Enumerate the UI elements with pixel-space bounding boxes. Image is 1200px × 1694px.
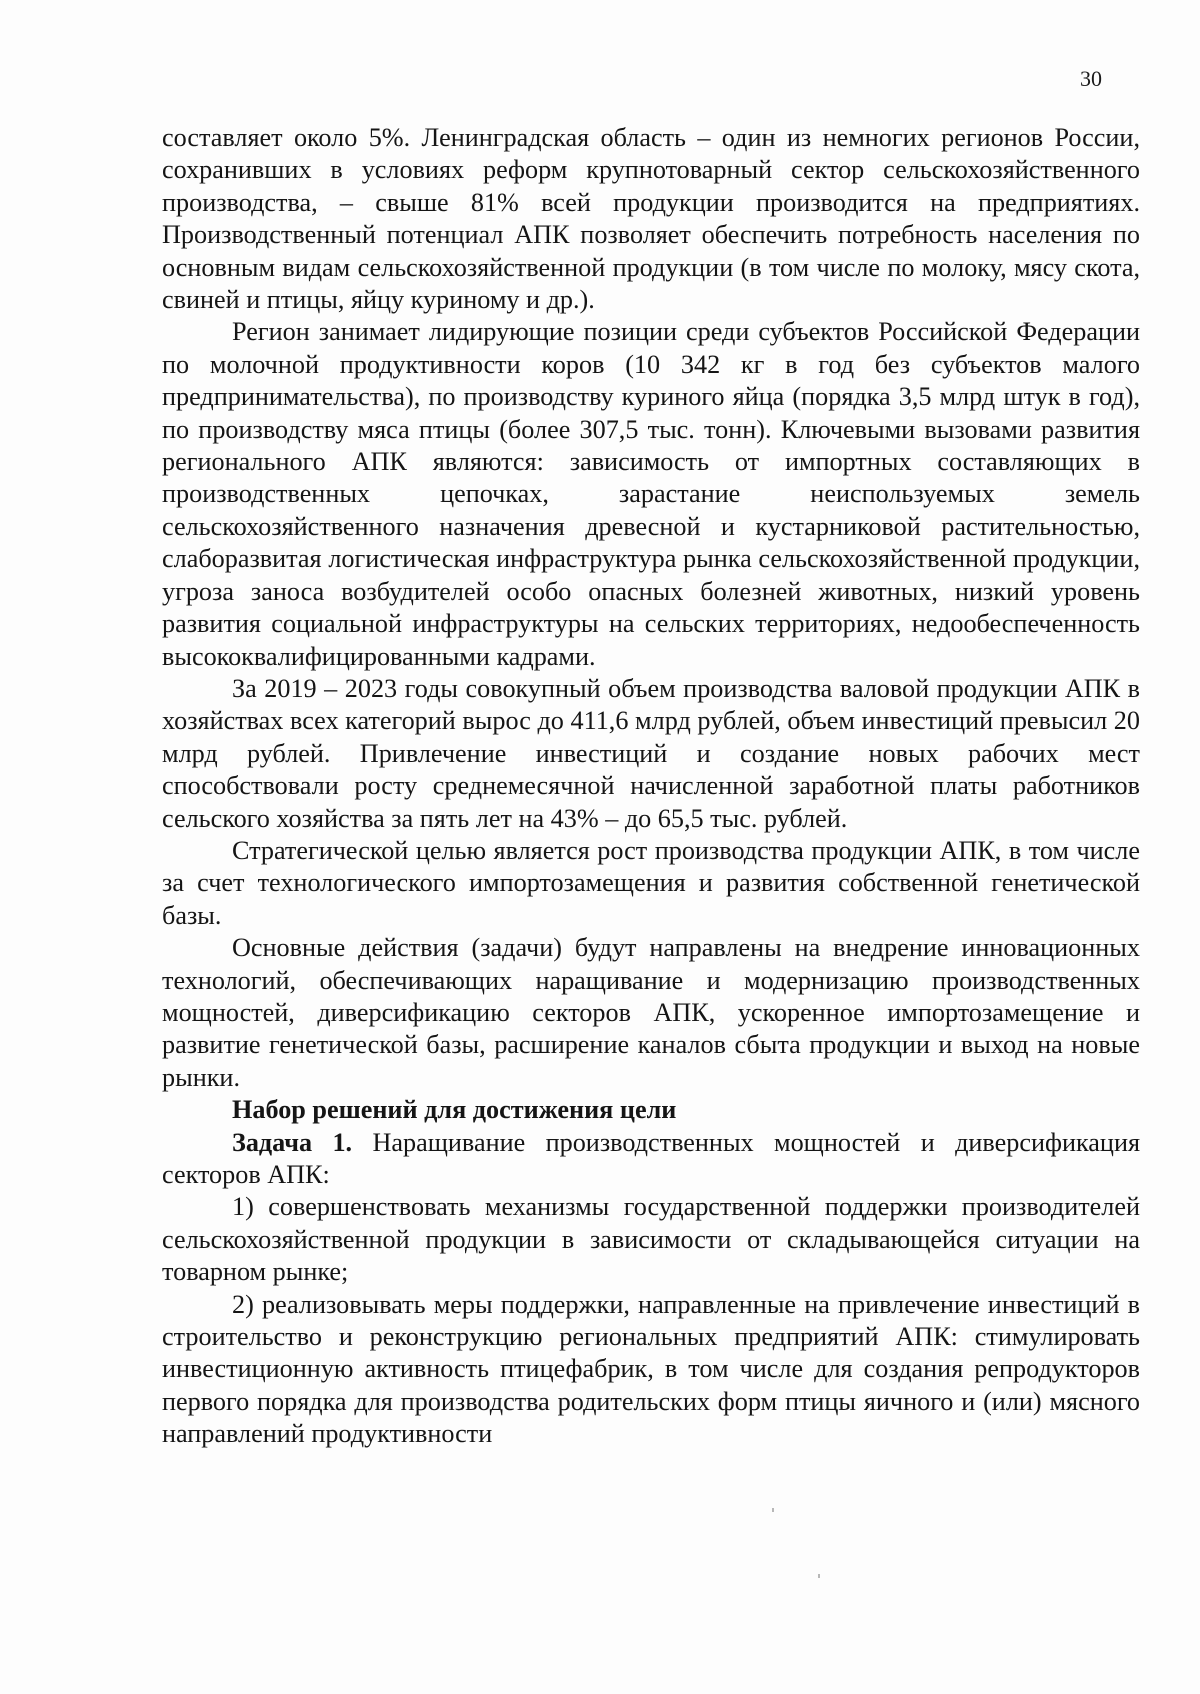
task-1-text: Наращивание производственных мощностей и диверсификация секторов АПК: <box>162 1127 1140 1189</box>
paragraph-strategic-goal: Стратегической целью является рост производства продукции АПК, в том числе за счет технологического импортозамещения и развития собственной генетической базы. <box>162 835 1140 930</box>
section-heading: Набор решений для достижения цели <box>232 1095 677 1125</box>
task-1-paragraph <box>162 1127 1140 1192</box>
task-1-label: Задача 1. <box>232 1127 353 1157</box>
document-body <box>162 122 1140 1451</box>
page-number: 30 <box>1080 66 1102 91</box>
paragraph-continuation: составляет около 5%. Ленинградская область – один из немногих регионов России, сохранивших в условиях реформ крупнотоварный сектор сельскохозяйственного производства, – свыше 81% всей продукции производится на предприятиях. Производственный потенциал АПК позволяет обеспечить потребность населения по основным видам сельскохозяйственной продукции (в том числе по молоку, мясу скота, свиней и птицы, яйцу куриному и др.). <box>162 123 1140 315</box>
paragraph-region-positions: Регион занимает лидирующие позиции среди субъектов Российской Федерации по молочной продуктивности коров (10 342 кг в год без субъектов малого предпринимательства), по производству куриного яйца (порядка 3,5 млрд штук в год), по производству мяса птицы (более 307,5 тыс. тонн). Ключевыми вызовами развития регионального АПК являются: зависимость от импортных составляющих в производственных цепочках, зарастание неиспользуемых земель сельскохозяйственного назначения древесной и кустарниковой растительностью, слаборазвитая логистическая инфраструктура рынка сельскохозяйственной продукции, угроза заноса возбудителей особо опасных болезней животных, низкий уровень развития социальной инфраструктуры на сельских территориях, недообеспеченность высококвалифицированными кадрами. <box>162 317 1140 671</box>
list-item-1: 1) совершенствовать механизмы государственной поддержки производителей сельскохозяйственной продукции в зависимости от складывающейся ситуации на товарном рынке; <box>162 1192 1140 1287</box>
paragraph-main-actions: Основные действия (задачи) будут направлены на внедрение инновационных технологий, обеспечивающих наращивание и модернизацию производственных мощностей, диверсификацию секторов АПК, ускоренное импортозамещение и развитие генетической базы, расширение каналов сбыта продукции и выход на новые рынки. <box>162 933 1140 1092</box>
list-item-2: 2) реализовывать меры поддержки, направленные на привлечение инвестиций в строительство и реконструкцию региональных предприятий АПК: стимулировать инвестиционную активность птицефабрик, в том числе для создания репродукторов первого порядка для производства родительских форм птицы яичного и (или) мясного направлений продуктивности <box>162 1289 1140 1449</box>
scan-speck <box>818 1574 820 1578</box>
paragraph-production-volume: За 2019 – 2023 годы совокупный объем производства валовой продукции АПК в хозяйствах всех категорий вырос до 411,6 млрд рублей, объем инвестиций превысил 20 млрд рублей. Привлечение инвестиций и создание новых рабочих мест способствовали росту среднемесячной начисленной заработной платы работников сельского хозяйства за пять лет на 43% – до 65,5 тыс. рублей. <box>162 673 1140 833</box>
scan-speck <box>772 1508 774 1512</box>
